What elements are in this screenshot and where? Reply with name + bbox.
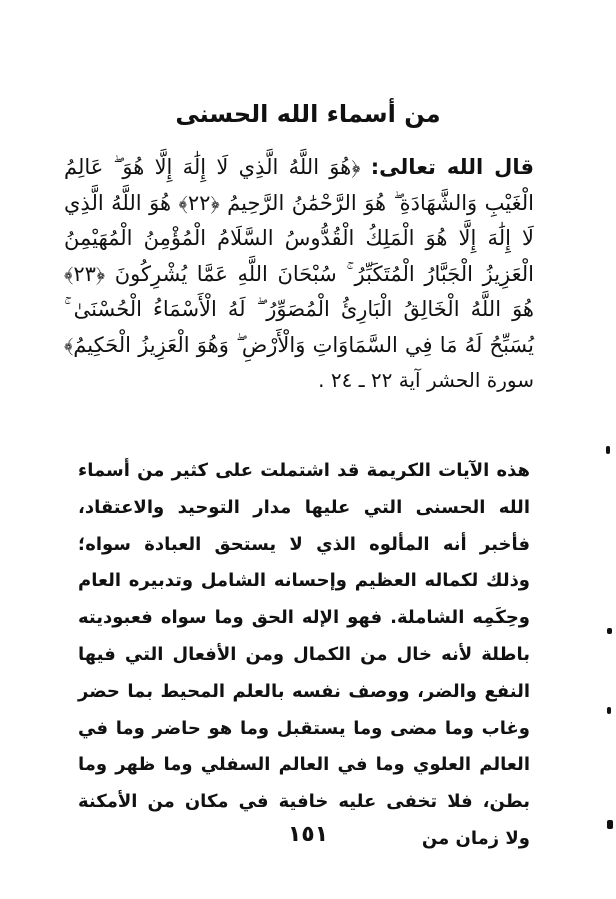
margin-mark xyxy=(606,446,610,454)
page-number: ١٥١ xyxy=(287,822,329,847)
quran-verse-text: ﴿هُوَ اللَّهُ الَّذِي لَا إِلَٰهَ إِلَّا هُوَ ۖ عَالِمُ الْغَيْبِ وَالشَّهَادَةِ ۖ هُوَ الرَّحْمَٰنُ الرَّحِيمُ ﴿٢٢﴾ هُوَ اللَّهُ الَّذِي لَا إِلَٰهَ إِلَّا هُوَ الْمَلِكُ الْقُدُّوسُ السَّلَامُ الْمُؤْمِنُ الْمُهَيْمِنُ الْعَزِيزُ الْجَبَّارُ الْمُتَكَبِّرُ ۚ سُبْحَانَ اللَّهِ عَمَّا يُشْرِكُونَ ﴿٢٣﴾ هُوَ اللَّهُ الْخَالِقُ الْبَارِئُ الْمُصَوِّرُ ۖ لَهُ الْأَسْمَاءُ الْحُسْنَىٰ ۚ يُسَبِّحُ لَهُ مَا فِي السَّمَاوَاتِ وَالْأَرْضِ ۖ وَهُوَ الْعَزِيزُ الْحَكِيمُ﴾ xyxy=(64,155,535,357)
quran-reference: سورة الحشر آية ٢٢ ـ ٢٤ . xyxy=(318,368,534,392)
quran-intro: قال الله تعالى: xyxy=(370,155,534,179)
page-title: من أسماء الله الحسنى xyxy=(175,100,441,128)
margin-mark xyxy=(607,707,611,714)
margin-mark xyxy=(607,820,613,829)
quran-passage xyxy=(64,150,534,399)
body-paragraph: هذه الآيات الكريمة قد اشتملت على كثير من أسماء الله الحسنى التي عليها مدار التوحيد والاعتقاد، فأخبر أنه المألوه الذي لا يستحق العبادة سواه؛ وذلك لكماله العظيم وإحسانه الشامل وتدبيره العام وحِكَمِه الشاملة. فهو الإله الحق وما سواه فعبوديته باطلة لأنه خال من الكمال ومن الأفعال التي فيها النفع والضر، ووصف نفسه بالعلم المحيط بما حضر وغاب وما مضى وما يستقبل وما هو حاضر وما في العالم العلوي وما في العالم السفلي وما ظهر وما بطن، فلا تخفى عليه خافية في مكان من الأمكنة ولا زمان من xyxy=(78,460,530,849)
margin-mark xyxy=(607,628,612,634)
